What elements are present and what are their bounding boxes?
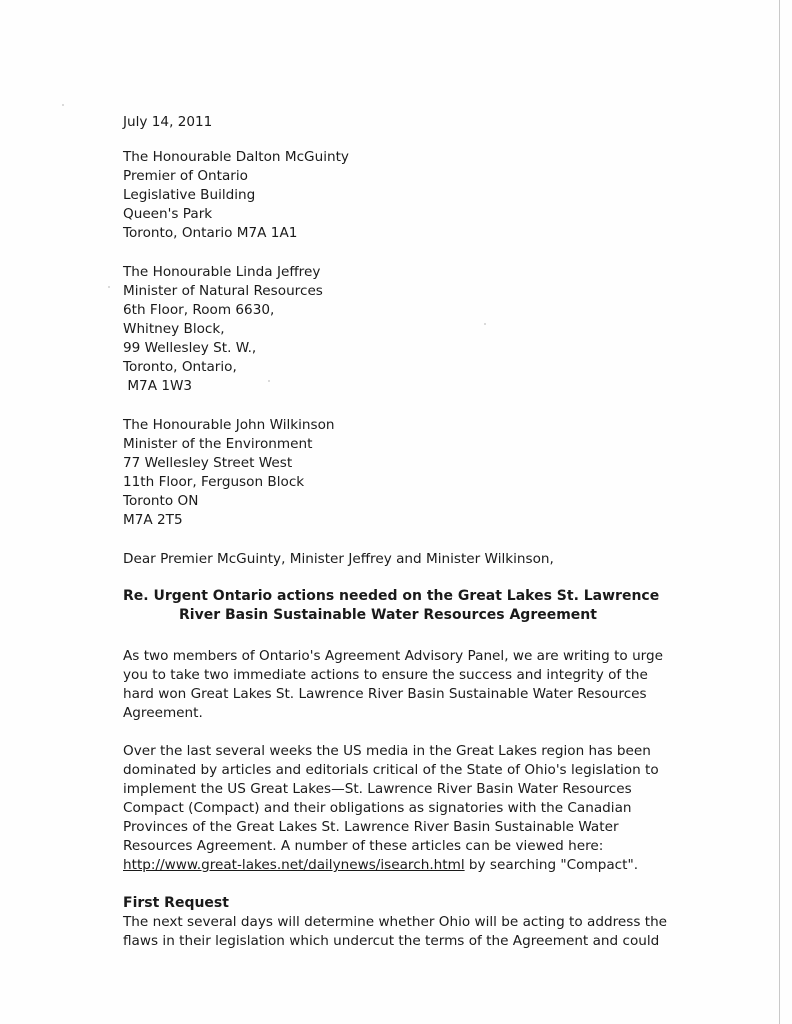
address-line: M7A 2T5 xyxy=(123,512,183,528)
salutation: Dear Premier McGuinty, Minister Jeffrey and Minister Wilkinson, xyxy=(123,551,554,567)
paragraph-line: implement the US Great Lakes—St. Lawrence River Basin Water Resources xyxy=(123,781,632,797)
address-line: The Honourable Linda Jeffrey xyxy=(123,264,321,280)
letter-body xyxy=(123,113,668,970)
paragraph-line: flaws in their legislation which undercut the terms of the Agreement and could xyxy=(123,933,660,949)
address-line: Minister of Natural Resources xyxy=(123,283,323,299)
paragraph-line: Provinces of the Great Lakes St. Lawrence River Basin Sustainable Water xyxy=(123,819,619,835)
first-request-heading: First Request xyxy=(123,895,229,911)
paragraph-line: As two members of Ontario's Agreement Advisory Panel, we are writing to urge xyxy=(123,648,664,664)
letter-date: July 14, 2011 xyxy=(123,114,213,130)
address-line: 99 Wellesley St. W., xyxy=(123,340,257,356)
address-line: 11th Floor, Ferguson Block xyxy=(123,474,305,490)
scan-speck xyxy=(108,286,110,288)
paragraph-first-request xyxy=(123,913,668,951)
address-line: Minister of the Environment xyxy=(123,436,313,452)
recipient-address-3 xyxy=(123,416,653,530)
recipient-address-2 xyxy=(123,263,653,396)
paragraph-line: The next several days will determine whether Ohio will be acting to address the xyxy=(123,914,668,930)
address-line: The Honourable Dalton McGuinty xyxy=(123,149,349,165)
address-line: Whitney Block, xyxy=(123,321,225,337)
paragraph-media xyxy=(123,742,659,875)
address-line: Queen's Park xyxy=(123,206,213,222)
paragraph-line: Resources Agreement. A number of these articles can be viewed here: xyxy=(123,838,604,854)
address-line: M7A 1W3 xyxy=(123,378,193,394)
paragraph-intro xyxy=(123,647,664,723)
paragraph-line: Agreement. xyxy=(123,705,203,721)
paragraph-line: Compact (Compact) and their obligations as signatories with the Canadian xyxy=(123,800,632,816)
news-search-link[interactable]: http://www.great-lakes.net/dailynews/isearch.html xyxy=(123,857,465,873)
subject-line: Re. Urgent Ontario actions needed on the Great Lakes St. Lawrence xyxy=(123,588,660,604)
paragraph-line: hard won Great Lakes St. Lawrence River Basin Sustainable Water Resources xyxy=(123,686,647,702)
address-line: Premier of Ontario xyxy=(123,168,248,184)
address-line: 6th Floor, Room 6630, xyxy=(123,302,275,318)
address-line: Toronto, Ontario M7A 1A1 xyxy=(123,225,298,241)
link-trailing-text: by searching "Compact". xyxy=(464,857,639,873)
address-line: Toronto, Ontario, xyxy=(123,359,237,375)
scan-speck xyxy=(62,104,64,106)
recipient-address-1 xyxy=(123,148,653,243)
paragraph-line: you to take two immediate actions to ensure the success and integrity of the xyxy=(123,667,648,683)
subject-heading xyxy=(123,587,660,625)
page-edge-line xyxy=(779,0,780,1024)
paragraph-line: dominated by articles and editorials critical of the State of Ohio's legislation to xyxy=(123,762,659,778)
address-line: 77 Wellesley Street West xyxy=(123,455,293,471)
address-line: Toronto ON xyxy=(123,493,199,509)
paragraph-line-with-link xyxy=(123,856,653,875)
paragraph-line: Over the last several weeks the US media in the Great Lakes region has been xyxy=(123,743,651,759)
address-line: The Honourable John Wilkinson xyxy=(123,417,335,433)
address-line: Legislative Building xyxy=(123,187,256,203)
subject-line: River Basin Sustainable Water Resources Agreement xyxy=(179,607,597,623)
